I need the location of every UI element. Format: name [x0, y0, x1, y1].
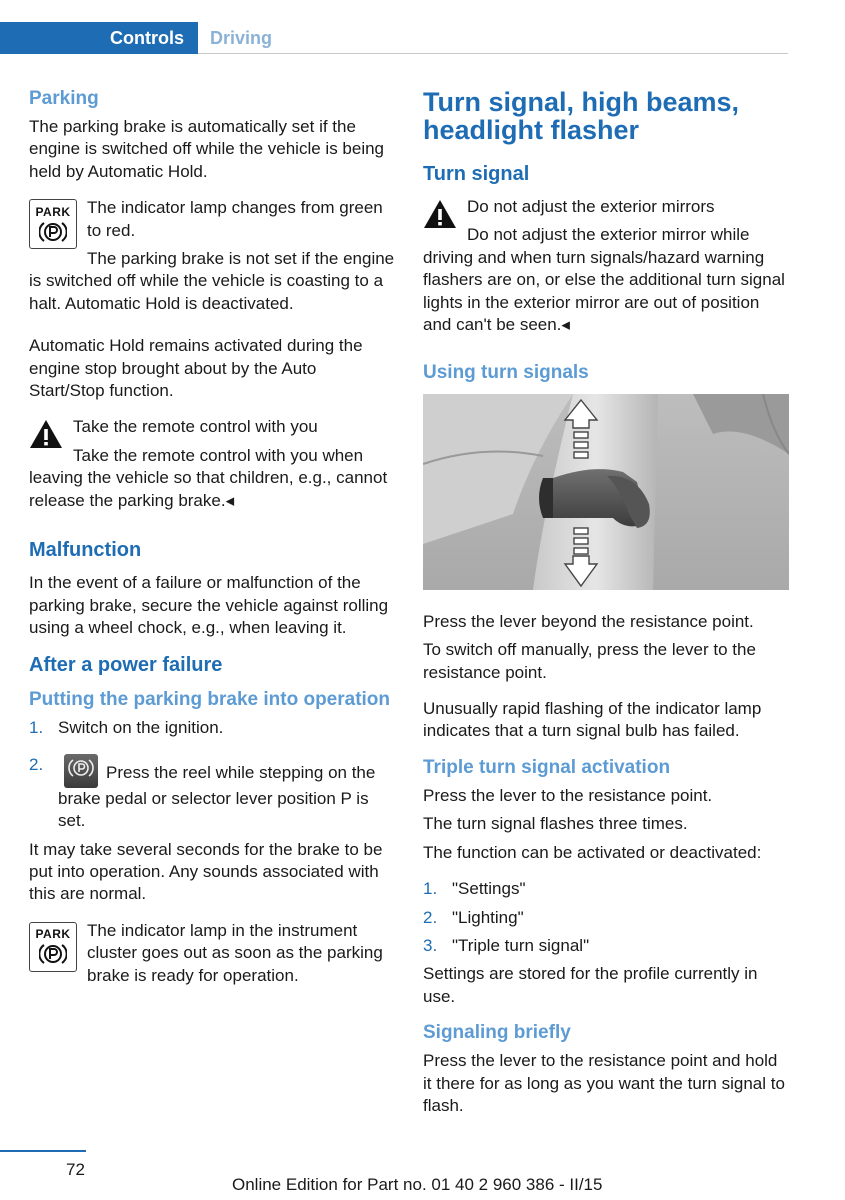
step-number: 1.	[423, 879, 438, 899]
switch-off-text: To switch off manually, press the lever to the resistance point.	[423, 640, 756, 682]
several-seconds-text: It may take several seconds for the brake to be put into operation. Any sounds associated with this are normal.	[29, 839, 383, 904]
section-tab-driving: Driving	[210, 28, 273, 48]
turn-signal-lever-illustration	[423, 394, 789, 590]
malfunction-text: In the event of a failure or malfunction of the parking brake, secure the vehicle against rolling using a wheel chock, e.g., when leaving it.	[29, 573, 389, 637]
auto-hold-text: Automatic Hold remains activated during the engine stop brought about by the Auto Start/Stop function.	[29, 336, 363, 401]
list-item	[423, 907, 789, 929]
parking-brake-button-icon	[64, 754, 98, 788]
malfunction-heading: Malfunction	[29, 539, 142, 562]
turn-signal-heading: Turn signal	[423, 163, 530, 185]
park-icon-label: PARK	[35, 204, 71, 219]
left-column	[29, 88, 395, 999]
page-number: 72	[66, 1160, 85, 1179]
list-item	[29, 717, 395, 739]
parking-heading: Parking	[29, 88, 99, 109]
step-text: "Settings"	[452, 879, 526, 899]
activated-text: The function can be activated or deactivated:	[423, 842, 762, 862]
park-indicator-note	[29, 197, 395, 329]
indicator-red-text: The indicator lamp changes from green to red.	[87, 198, 383, 240]
footer-rule	[0, 1150, 86, 1152]
step-number: 1.	[29, 718, 44, 738]
cluster-indicator-note	[29, 920, 395, 993]
press-beyond-text: Press the lever beyond the resistance point.	[423, 611, 754, 631]
operation-steps	[29, 717, 395, 832]
settings-stored-text: Settings are stored for the profile currently in use.	[423, 964, 758, 1006]
step-number: 2.	[423, 907, 438, 927]
section-tab-controls: Controls	[0, 22, 198, 54]
triple-signal-heading: Triple turn signal activation	[423, 756, 671, 778]
remote-warning	[29, 416, 395, 526]
p-circle-icon	[39, 942, 67, 966]
p-circle-icon	[39, 220, 67, 244]
warning-title: Take the remote control with you	[73, 417, 318, 437]
cluster-text: The indicator lamp in the instrument cluster goes out as soon as the parking brake is ready for operation.	[87, 920, 383, 985]
park-icon-label: PARK	[35, 927, 71, 942]
signaling-briefly-heading: Signaling briefly	[423, 1022, 571, 1044]
list-item	[423, 935, 789, 957]
rapid-flashing-text: Unusually rapid flashing of the indicator lamp indicates that a turn signal bulb has failed.	[423, 699, 762, 741]
warning-icon	[29, 418, 63, 450]
not-set-text: The parking brake is not set if the engine is switched off while the vehicle is coasting to a halt. Automatic Hold is deactivated.	[29, 249, 395, 313]
flashes-three-text: The turn signal flashes three times.	[423, 814, 688, 834]
edition-footer: Online Edition for Part no. 01 40 2 960 386 - II/15	[232, 1175, 603, 1194]
warning-title: Do not adjust the exterior mirrors	[467, 197, 715, 216]
step-number: 2.	[29, 754, 44, 774]
step-number: 3.	[423, 935, 438, 955]
page-header	[0, 22, 788, 54]
page-title: Turn signal, high beams, headlight flasher	[423, 87, 740, 145]
step-text: Press the reel while stepping on the brake pedal or selector lever position P is set.	[58, 762, 376, 831]
list-item	[29, 754, 395, 833]
press-resistance-text: Press the lever to the resistance point.	[423, 785, 713, 805]
park-brake-icon	[29, 199, 77, 249]
mirror-warning	[423, 196, 789, 350]
warning-body: Take the remote control with you when leaving the vehicle so that children, e.g., cannot release the parking brake.◂	[29, 445, 388, 510]
right-column	[423, 88, 789, 1123]
step-text: "Lighting"	[452, 907, 524, 927]
header-rule	[198, 53, 788, 54]
settings-steps	[423, 878, 789, 957]
list-item	[423, 878, 789, 900]
park-brake-icon	[29, 922, 77, 972]
step-text: Switch on the ignition.	[58, 718, 224, 738]
step-text: "Triple turn signal"	[452, 935, 590, 955]
parking-paragraph: The parking brake is automatically set if the engine is switched off while the vehicle is being held by Automatic Hold.	[29, 117, 385, 181]
power-failure-heading: After a power failure	[29, 654, 223, 677]
warning-body: Do not adjust the exterior mirror while driving and when turn signals/hazard warning flashers are on, or else the additional turn signal lights in the exterior mirror are out of position and can't be seen.◂	[423, 225, 785, 335]
warning-icon	[423, 198, 457, 230]
signaling-text: Press the lever to the resistance point and hold it there for as long as you want the turn signal to flash.	[423, 1051, 785, 1115]
using-turn-signals-heading: Using turn signals	[423, 362, 589, 384]
putting-into-operation-heading: Putting the parking brake into operation	[29, 689, 391, 711]
